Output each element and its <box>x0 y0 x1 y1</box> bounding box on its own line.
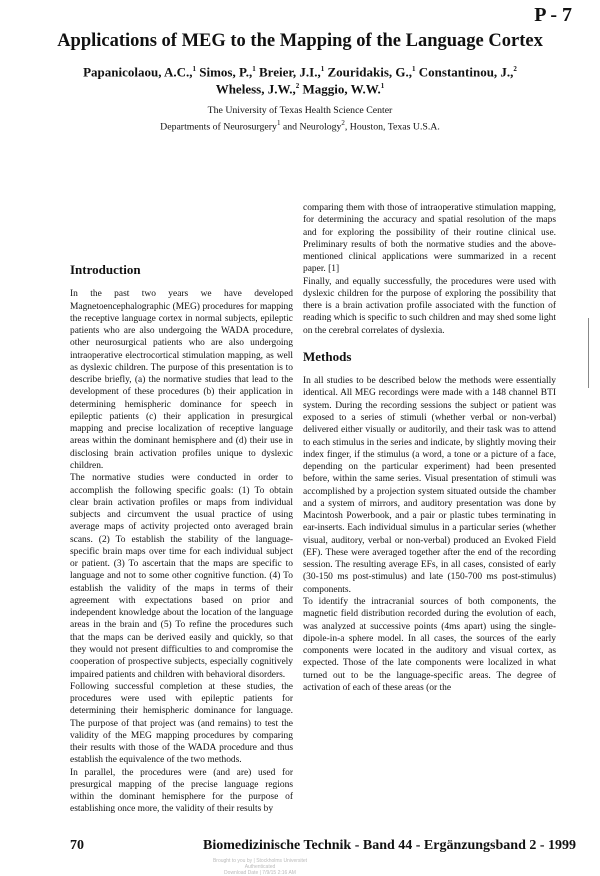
institution: The University of Texas Health Science Center <box>207 105 393 116</box>
author-affiliation-mark: 1 <box>412 65 416 73</box>
author-affiliation-mark: 1 <box>320 65 325 73</box>
affiliation-mark: 1 <box>276 119 281 127</box>
author-affiliation-mark: 1 <box>380 82 385 91</box>
paragraph: Following successful completion at these studies, the procedures were used with epileptic patients for determining their hemispheric dominance for language. The purpose of that project was (and remains) to test the validity of the MEG mapping procedures by comparing their results with those of the WADA procedure and thus establish the equivalence of the two methods. <box>70 681 293 766</box>
department: and Neurology <box>280 121 342 133</box>
left-column <box>70 264 293 816</box>
author: Papanicolaou, A.C., <box>83 64 193 80</box>
author: Simos, P., <box>199 64 253 80</box>
section-heading-introduction: Introduction <box>70 262 141 277</box>
affiliation-mark: 2 <box>341 119 345 127</box>
author-affiliation-mark: 1 <box>192 65 197 73</box>
author-list <box>60 62 540 97</box>
department: Departments of Neurosurgery <box>160 121 277 133</box>
affiliation <box>60 105 540 133</box>
paragraph: comparing them with those of intraoperative stimulation mapping, for determining the accuracy and spatial resolution of the maps and for exploring the possibility of their routine clinical use. Preliminary results of both the normative studies and the above-mentioned clinical applications were summarized in a recent paper. [1] <box>303 203 556 275</box>
paragraph: The normative studies were conducted in order to accomplish the following specific goals: (1) To obtain clear brain activation profiles or maps from individual subjects and circumvent the usual practice of using average maps of activity projected onto averaged brain scans. (2) To establish the stability of the language-specific brain maps over time for each individual subject or patient. (3) To ascertain that the maps are specific to language and not to some other cognitive function. (4) To establish the validity of the maps in terms of their agreement with expectations based on prior and independent knowledge about the location of the language areas in the brain and (5) To refine the procedures such that the maps can be derived easily and quickly, so that they would not present difficulties to and compromise the cooperation of prospective subjects, especially cognitively impaired patients and children with behavioral disorders. <box>70 473 293 680</box>
author-affiliation-mark: 2 <box>295 82 300 91</box>
paragraph: In parallel, the procedures were (and are) used for presurgical mapping of the precise language regions within the dominant hemisphere for the purpose of establishing once more, the validity of their results by <box>70 767 293 815</box>
paragraph: To identify the intracranial sources of both components, the magnetic field distribution recorded during the evolution of each, was analyzed at successive points (4ms apart) using the single-dipole-in-a sphere model. In all cases, the sources of the early components were located in the auditory and visual cortex, as expected. Those of the late components were localized in what turned out to be the language-specific areas. The degree of activation of each of these areas (or the <box>303 596 556 693</box>
author: Constantinou, J., <box>418 64 514 80</box>
scan-margin-mark <box>588 318 589 388</box>
author: Zouridakis, G., <box>327 64 413 80</box>
author-affiliation-mark: 1 <box>252 65 256 73</box>
watermark-line: Download Date | 7/9/15 2:16 AM <box>224 870 296 876</box>
paper-title: Applications of MEG to the Mapping of the Language Cortex <box>57 31 543 51</box>
paragraph: In the past two years we have developed Magnetoencephalographic (MEG) procedures for mapping the receptive language cortex in normal subjects, epileptic patients who are also undergoing the WADA procedure, other neurosurgical patients who are also undergoing intraoperative electrocortical stimulation mapping, as well as dyslexic children. The purpose of this presentation is to describe briefly, (a) the normative studies that lead to the development of these procedures (b) their application in determining hemispheric dominance for speech in epileptic patients (c) their application in presurgical mapping and precise localization of receptive language areas within the dominant hemisphere and (d) their use in disclosing brain activation profiles unique to dyslexic children. <box>70 289 293 471</box>
author: Wheless, J.W., <box>215 81 296 97</box>
author: Maggio, W.W. <box>302 81 381 97</box>
location: , Houston, Texas U.S.A. <box>344 121 440 133</box>
right-column <box>303 202 556 694</box>
page-number: 70 <box>70 838 84 853</box>
paragraph: Finally, and equally successfully, the procedures were used with dyslexic children for the purpose of exploring the possibility that there is a brain activation profile associated with the function of reading which is specific to such children and may shed some light on the cerebral correlates of dyslexia. <box>303 276 556 336</box>
watermark-line: Authenticated <box>244 864 276 870</box>
author-affiliation-mark: 2 <box>513 65 517 73</box>
paragraph: In all studies to be described below the methods were essentially identical. All MEG recordings were made with a 148 channel BTI system. During the recording sessions the subject or patient was exposed to a series of stimuli (whether verbal or non-verbal) delivered either visually or auditorily, and their task was to attend to each stimulus in the series and indicate, by slightly moving their index finger, if the stimulus (a word, a tone or a picture of a face, depending on the particular experiment) had been presented before, within the same series. Visual presentation of stimuli was accomplished by a projection system situated outside the chamber and a system of mirrors, and auditory presentation was done by Macintosh Powerbook, and a pair or plastic tubes terminating in ear-inserts. Each individual simulus in a particular series (whether visual, auditory, verbal or non-verbal) produced an Evoked Field (EF). These were averaged together after the end of the recording session. The resulting average EFs, in all cases, consisted of early (30-150 ms post-stimulus) and late (150-700 ms post-stimulus) components. <box>303 376 556 595</box>
author: Breier, J.I., <box>259 64 321 80</box>
watermark-line: Brought to you by | Stockholms Universitet <box>212 858 308 864</box>
journal-citation: Biomedizinische Technik - Band 44 - Ergänzungsband 2 - 1999 <box>203 838 577 853</box>
section-heading-methods: Methods <box>303 348 352 364</box>
download-watermark <box>140 858 380 876</box>
page-label: P - 7 <box>534 4 572 26</box>
